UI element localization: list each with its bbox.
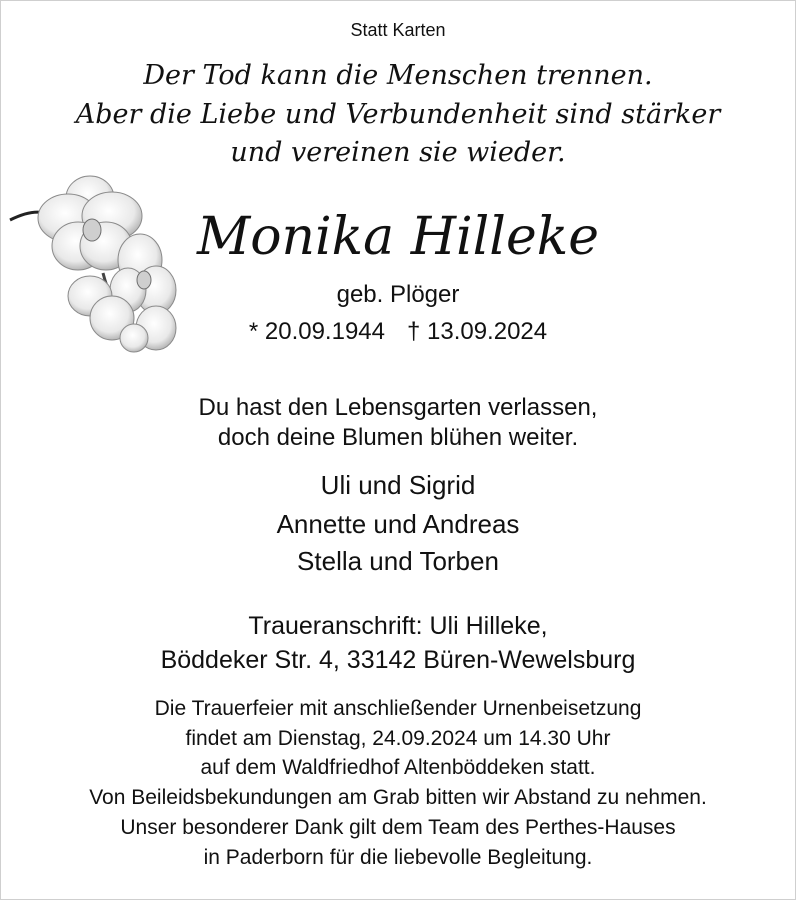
poem-line: Der Tod kann die Menschen trennen.	[143, 60, 653, 91]
ceremony-info: auf dem Waldfriedhof Altenböddeken statt.	[200, 756, 596, 779]
birth-date: * 20.09.1944	[248, 318, 385, 345]
family-member: Annette und Andreas	[276, 509, 520, 539]
verse-line: Du hast den Lebensgarten verlassen,	[198, 394, 598, 421]
ceremony-info: findet am Dienstag, 24.09.2024 um 14.30 Uhr	[185, 727, 611, 750]
verse-line: doch deine Blumen blühen weiter.	[217, 424, 579, 451]
header-text: Statt Karten	[350, 20, 446, 40]
maiden-name: geb. Plöger	[336, 281, 460, 308]
poem-line: und vereinen sie wieder.	[230, 137, 566, 168]
ceremony-info: Unser besonderer Dank gilt dem Team des Perthes-Hauses	[120, 816, 676, 839]
deceased-name: Monika Hilleke	[196, 207, 599, 267]
death-date: † 13.09.2024	[406, 318, 548, 345]
mourning-address: Traueranschrift: Uli Hilleke,	[248, 612, 548, 640]
ceremony-info: in Paderborn für die liebevolle Begleitung.	[203, 846, 593, 869]
family-member: Uli und Sigrid	[320, 470, 476, 500]
mourning-address: Böddeker Str. 4, 33142 Büren-Wewelsburg	[160, 646, 636, 674]
life-dates	[0, 318, 796, 346]
ceremony-info: Von Beileidsbekundungen am Grab bitten wir Abstand zu nehmen.	[89, 786, 707, 809]
ceremony-info: Die Trauerfeier mit anschließender Urnenbeisetzung	[154, 697, 642, 720]
family-member: Stella und Torben	[297, 546, 499, 576]
poem-line: Aber die Liebe und Verbundenheit sind stärker	[75, 99, 721, 130]
